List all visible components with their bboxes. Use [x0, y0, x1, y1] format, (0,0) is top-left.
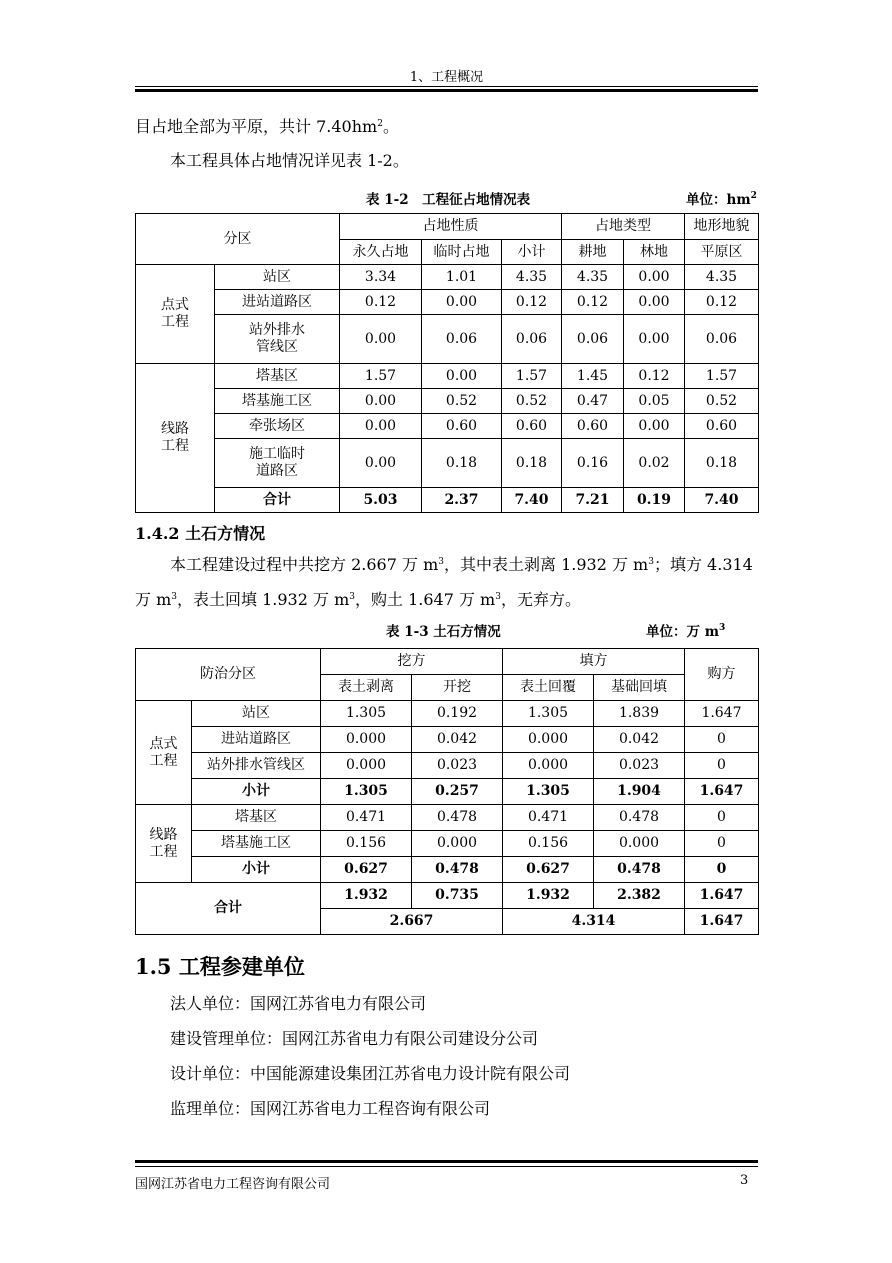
table-row [136, 753, 759, 779]
t2-cell: 0.000 [412, 831, 503, 857]
unit-line: 监理单位：国网江苏省电力工程咨询有限公司 [170, 1099, 491, 1118]
header-rule-thin [135, 86, 758, 87]
footer-rule-thick [135, 1160, 758, 1163]
t2-cell: 0.042 [594, 727, 685, 753]
t2-total-row-1 [136, 883, 759, 909]
t2-cell: 1.305 [503, 701, 594, 727]
t2-row-label: 塔基区 [192, 805, 321, 831]
table-row [136, 831, 759, 857]
t1-cell: 0.12 [624, 364, 685, 389]
section-142-line-1: 本工程建设过程中共挖方 2.667 万 $m^3$，其中表土剥离 1.932 万 $m^3$；填方 4.314 [170, 555, 753, 574]
t2-group-label: 点式 工程 [136, 701, 192, 805]
t2-cell: 0 [685, 753, 759, 779]
t2-cell: 0.257 [412, 779, 503, 805]
table-row [136, 414, 759, 439]
t2-head-excavate: 开挖 [412, 675, 503, 701]
t2-subtotal-row [136, 779, 759, 805]
t1-cell: 0.12 [502, 290, 562, 315]
t2-cell: 1.647 [685, 909, 759, 935]
t2-cell: 0.735 [412, 883, 503, 909]
t1-cell: 0.00 [422, 364, 502, 389]
t1-row-label: 站区 [215, 265, 340, 290]
t1-cell: 4.35 [502, 265, 562, 290]
table-row [136, 364, 759, 389]
t1-cell: 1.01 [422, 265, 502, 290]
t1-cell: 7.21 [562, 488, 624, 513]
t1-cell: 0.52 [502, 389, 562, 414]
t1-cell: 0.12 [685, 290, 759, 315]
t2-cell: 0.478 [412, 805, 503, 831]
footer-rule-thin [135, 1166, 758, 1167]
t1-cell: 4.35 [685, 265, 759, 290]
intro-line-1: 目占地全部为平原，共计 $7.40hm^2$。 [135, 117, 399, 136]
t2-cell: 0.023 [412, 753, 503, 779]
header-rule-thick [135, 89, 758, 92]
t1-cell: 0.47 [562, 389, 624, 414]
t2-row-label: 站区 [192, 701, 321, 727]
table2-unit: 单位：万 $m^3$ [646, 623, 726, 640]
footer-company: 国网江苏省电力工程咨询有限公司 [135, 1177, 331, 1192]
section-142-heading: 1.4.2 土石方情况 [135, 524, 266, 543]
t1-cell: 5.03 [340, 488, 422, 513]
t1-cell: 0.12 [562, 290, 624, 315]
land-use-table [135, 213, 759, 513]
t2-cell: 1.932 [503, 883, 594, 909]
t2-head-backfill-top: 表土回覆 [503, 675, 594, 701]
section-142-line-2: 万 $m^3$，表土回填 1.932 万 $m^3$，购土 1.647 万 $m^3$，无弃方。 [135, 590, 581, 609]
t1-cell: 1.57 [340, 364, 422, 389]
t1-head-zone: 分区 [136, 214, 340, 265]
t2-cell: 0.471 [503, 805, 594, 831]
t1-cell: 0.12 [340, 290, 422, 315]
t1-cell: 0.00 [624, 265, 685, 290]
t1-row-label: 进站道路区 [215, 290, 340, 315]
t2-head-backfill-base: 基础回填 [594, 675, 685, 701]
t2-cell: 2.382 [594, 883, 685, 909]
t2-head-strip: 表土剥离 [321, 675, 412, 701]
t2-cell: 0 [685, 857, 759, 883]
t2-cell: 0.478 [594, 857, 685, 883]
t1-total-row [136, 488, 759, 513]
t1-head-forest: 林地 [624, 240, 685, 265]
t2-row-label: 站外排水管线区 [192, 753, 321, 779]
t1-cell: 0.06 [502, 315, 562, 364]
t1-cell: 0.18 [685, 439, 759, 488]
t1-row-label: 塔基区 [215, 364, 340, 389]
t2-cell: 1.305 [321, 701, 412, 727]
t1-cell: 0.60 [422, 414, 502, 439]
t1-cell: 0.19 [624, 488, 685, 513]
t2-total-label: 合计 [136, 883, 321, 935]
t2-group-label: 线路 工程 [136, 805, 192, 883]
t1-cell: 0.06 [685, 315, 759, 364]
t1-head-type: 占地类型 [562, 214, 685, 240]
t2-cell: 0.627 [321, 857, 412, 883]
t1-cell: 7.40 [502, 488, 562, 513]
intro-line-2: 本工程具体占地情况详见表 1-2。 [170, 151, 409, 170]
t1-cell: 0.02 [624, 439, 685, 488]
t2-head-dig: 挖方 [321, 649, 503, 675]
t1-cell: 0.00 [340, 439, 422, 488]
t1-row-label: 施工临时 道路区 [215, 439, 340, 488]
t2-cell: 0.000 [503, 727, 594, 753]
t2-cell: 2.667 [321, 909, 503, 935]
t1-head-temporary: 临时占地 [422, 240, 502, 265]
table-row [136, 439, 759, 488]
t2-cell: 0.000 [594, 831, 685, 857]
t1-cell: 0.18 [502, 439, 562, 488]
t1-head-farmland: 耕地 [562, 240, 624, 265]
t2-cell: 0.478 [594, 805, 685, 831]
t2-cell: 0.627 [503, 857, 594, 883]
t1-total-label: 合计 [215, 488, 340, 513]
t1-cell: 4.35 [562, 265, 624, 290]
t2-cell: 0.042 [412, 727, 503, 753]
table2-caption: 表 1-3 土石方情况 [386, 624, 501, 640]
t2-cell: 0 [685, 831, 759, 857]
t1-cell: 0.60 [502, 414, 562, 439]
t2-cell: 0.000 [503, 753, 594, 779]
table-row [136, 389, 759, 414]
t2-cell: 0.000 [321, 753, 412, 779]
t2-cell: 0.478 [412, 857, 503, 883]
t2-row-label: 进站道路区 [192, 727, 321, 753]
header-title: 1、工程概况 [409, 70, 484, 85]
t1-cell: 0.00 [422, 290, 502, 315]
t1-group-label: 线路 工程 [136, 364, 215, 513]
t1-cell: 0.00 [624, 414, 685, 439]
table1-unit: 单位：$hm^2$ [686, 191, 757, 208]
table-row [136, 315, 759, 364]
t1-head-nature: 占地性质 [340, 214, 562, 240]
t1-cell: 0.18 [422, 439, 502, 488]
t1-group-label: 点式 工程 [136, 265, 215, 364]
t1-row-label: 站外排水 管线区 [215, 315, 340, 364]
table-row [136, 701, 759, 727]
earthwork-table [135, 648, 759, 935]
t1-cell: 7.40 [685, 488, 759, 513]
footer-page-number: 3 [740, 1173, 749, 1188]
table1-caption: 表 1-2 工程征占地情况表 [366, 192, 531, 208]
t1-head-permanent: 永久占地 [340, 240, 422, 265]
unit-line: 法人单位：国网江苏省电力有限公司 [170, 994, 427, 1013]
t1-head-subtotal: 小计 [502, 240, 562, 265]
t1-cell: 0.16 [562, 439, 624, 488]
t2-cell: 0.192 [412, 701, 503, 727]
t1-row-label: 塔基施工区 [215, 389, 340, 414]
t2-cell: 1.647 [685, 779, 759, 805]
t1-cell: 3.34 [340, 265, 422, 290]
t2-cell: 1.305 [321, 779, 412, 805]
t2-cell: 1.647 [685, 701, 759, 727]
t2-head-fill: 填方 [503, 649, 685, 675]
t1-cell: 0.60 [562, 414, 624, 439]
t2-cell: 1.305 [503, 779, 594, 805]
t1-head-plain: 平原区 [685, 240, 759, 265]
t1-row-label: 牵张场区 [215, 414, 340, 439]
t1-cell: 0.06 [562, 315, 624, 364]
t2-head-buy: 购方 [685, 649, 759, 701]
t1-cell: 0.60 [685, 414, 759, 439]
t1-cell: 1.45 [562, 364, 624, 389]
t2-cell: 1.932 [321, 883, 412, 909]
t1-cell: 1.57 [685, 364, 759, 389]
t2-cell: 1.647 [685, 883, 759, 909]
table-row [136, 265, 759, 290]
t2-cell: 1.839 [594, 701, 685, 727]
section-15-heading: 1.5 工程参建单位 [135, 954, 305, 979]
t1-head-terrain: 地形地貌 [685, 214, 759, 240]
t1-cell: 0.52 [422, 389, 502, 414]
table-row [136, 805, 759, 831]
t1-cell: 0.00 [624, 315, 685, 364]
t1-cell: 0.00 [340, 414, 422, 439]
t2-cell: 0 [685, 805, 759, 831]
unit-line: 设计单位：中国能源建设集团江苏省电力设计院有限公司 [170, 1064, 571, 1083]
t1-cell: 0.05 [624, 389, 685, 414]
table-row [136, 290, 759, 315]
t2-subtotal-label: 小计 [192, 857, 321, 883]
t1-cell: 2.37 [422, 488, 502, 513]
t1-cell: 0.00 [624, 290, 685, 315]
t2-cell: 1.904 [594, 779, 685, 805]
unit-line: 建设管理单位：国网江苏省电力有限公司建设分公司 [170, 1029, 539, 1048]
t2-row-label: 塔基施工区 [192, 831, 321, 857]
t1-cell: 0.00 [340, 389, 422, 414]
t2-cell: 0 [685, 727, 759, 753]
table-row [136, 727, 759, 753]
t1-cell: 0.00 [340, 315, 422, 364]
t2-cell: 0.471 [321, 805, 412, 831]
t1-cell: 0.52 [685, 389, 759, 414]
t1-cell: 1.57 [502, 364, 562, 389]
t2-head-zone: 防治分区 [136, 649, 321, 701]
t2-cell: 0.156 [503, 831, 594, 857]
t2-cell: 0.000 [321, 727, 412, 753]
t1-cell: 0.06 [422, 315, 502, 364]
t2-cell: 4.314 [503, 909, 685, 935]
t2-cell: 0.023 [594, 753, 685, 779]
t2-subtotal-label: 小计 [192, 779, 321, 805]
t2-cell: 0.156 [321, 831, 412, 857]
t2-subtotal-row [136, 857, 759, 883]
